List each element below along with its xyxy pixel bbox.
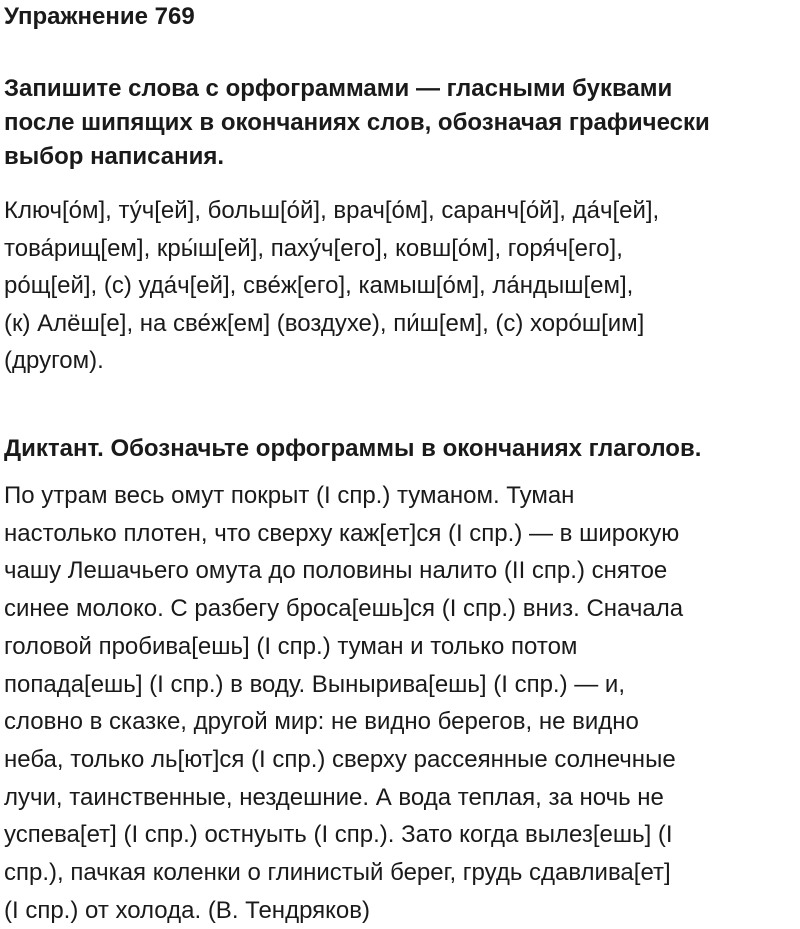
task-2-text-line: спр.), пачкая коленки о глинистый берег, грудь сдавлива[ет] — [4, 859, 671, 887]
task-2-text-line: головой пробива[ешь] (I спр.) туман и только потом — [4, 632, 578, 660]
task-1-instruction-line: после шипящих в окончаниях слов, обозначая графически — [4, 109, 710, 136]
task-2-text-line: чашу Лешачьего омута до половины налито (II спр.) снятое — [4, 557, 668, 585]
task-1-instruction-line: выбор написания. — [4, 143, 225, 170]
task-1-answer-line: ро́щ[ей], (с) уда́ч[ей], све́ж[его], камыш[о́м], ла́ндыш[ем], — [4, 272, 634, 299]
task-1-instruction-line: Запишите слова с орфограммами — гласными буквами — [4, 75, 673, 102]
task-1-answer-line: (к) Алёш[е], на све́ж[ем] (воздухе), пи́ш[ем], (с) хоро́ш[им] — [4, 309, 645, 337]
exercise-title: Упражнение 769 — [4, 3, 195, 30]
task-1-answer-line: (другом). — [4, 347, 104, 374]
task-2-dictation-text — [4, 477, 683, 929]
task-2-text-line: По утрам весь омут покрыт (I спр.) туманом. Туман — [4, 482, 575, 509]
task-2-heading: Диктант. Обозначьте орфограммы в окончаниях глаголов. — [4, 435, 702, 462]
task-2-text-line: синее молоко. С разбегу броса[ешь]ся (I спр.) вниз. Сначала — [4, 595, 684, 623]
task-2-text-line: лучи, таинственные, нездешние. А вода теплая, за ночь не — [4, 783, 664, 811]
task-2-text-line: словно в сказке, другой мир: не видно берегов, не видно — [4, 708, 639, 736]
task-2-text-line: попада[ешь] (I спр.) в воду. Вынырива[ешь] (I спр.) — и, — [4, 670, 625, 698]
task-2-text-line: неба, только ль[ют]ся (I спр.) сверху рассеянные солнечные — [4, 745, 676, 773]
task-2-text-line: успева[ет] (I спр.) остнуыть (I спр.). Зато когда вылез[ешь] (I — [4, 821, 673, 849]
task-1-answer-line: Ключ[о́м], ту́ч[ей], больш[о́й], врач[о́м], саранч[о́й], да́ч[ей], — [4, 197, 660, 224]
task-1-answer-line: това́рищ[ем], кры́ш[ей], паху́ч[его], ковш[о́м], горя́ч[его], — [4, 234, 623, 262]
task-1-instruction — [4, 72, 710, 174]
task-1-answer — [4, 192, 659, 380]
task-2-text-line: настолько плотен, что сверху каж[ет]ся (I спр.) — в широкую — [4, 519, 680, 547]
task-2-text-line: (I спр.) от холода. (В. Тендряков) — [4, 896, 370, 924]
